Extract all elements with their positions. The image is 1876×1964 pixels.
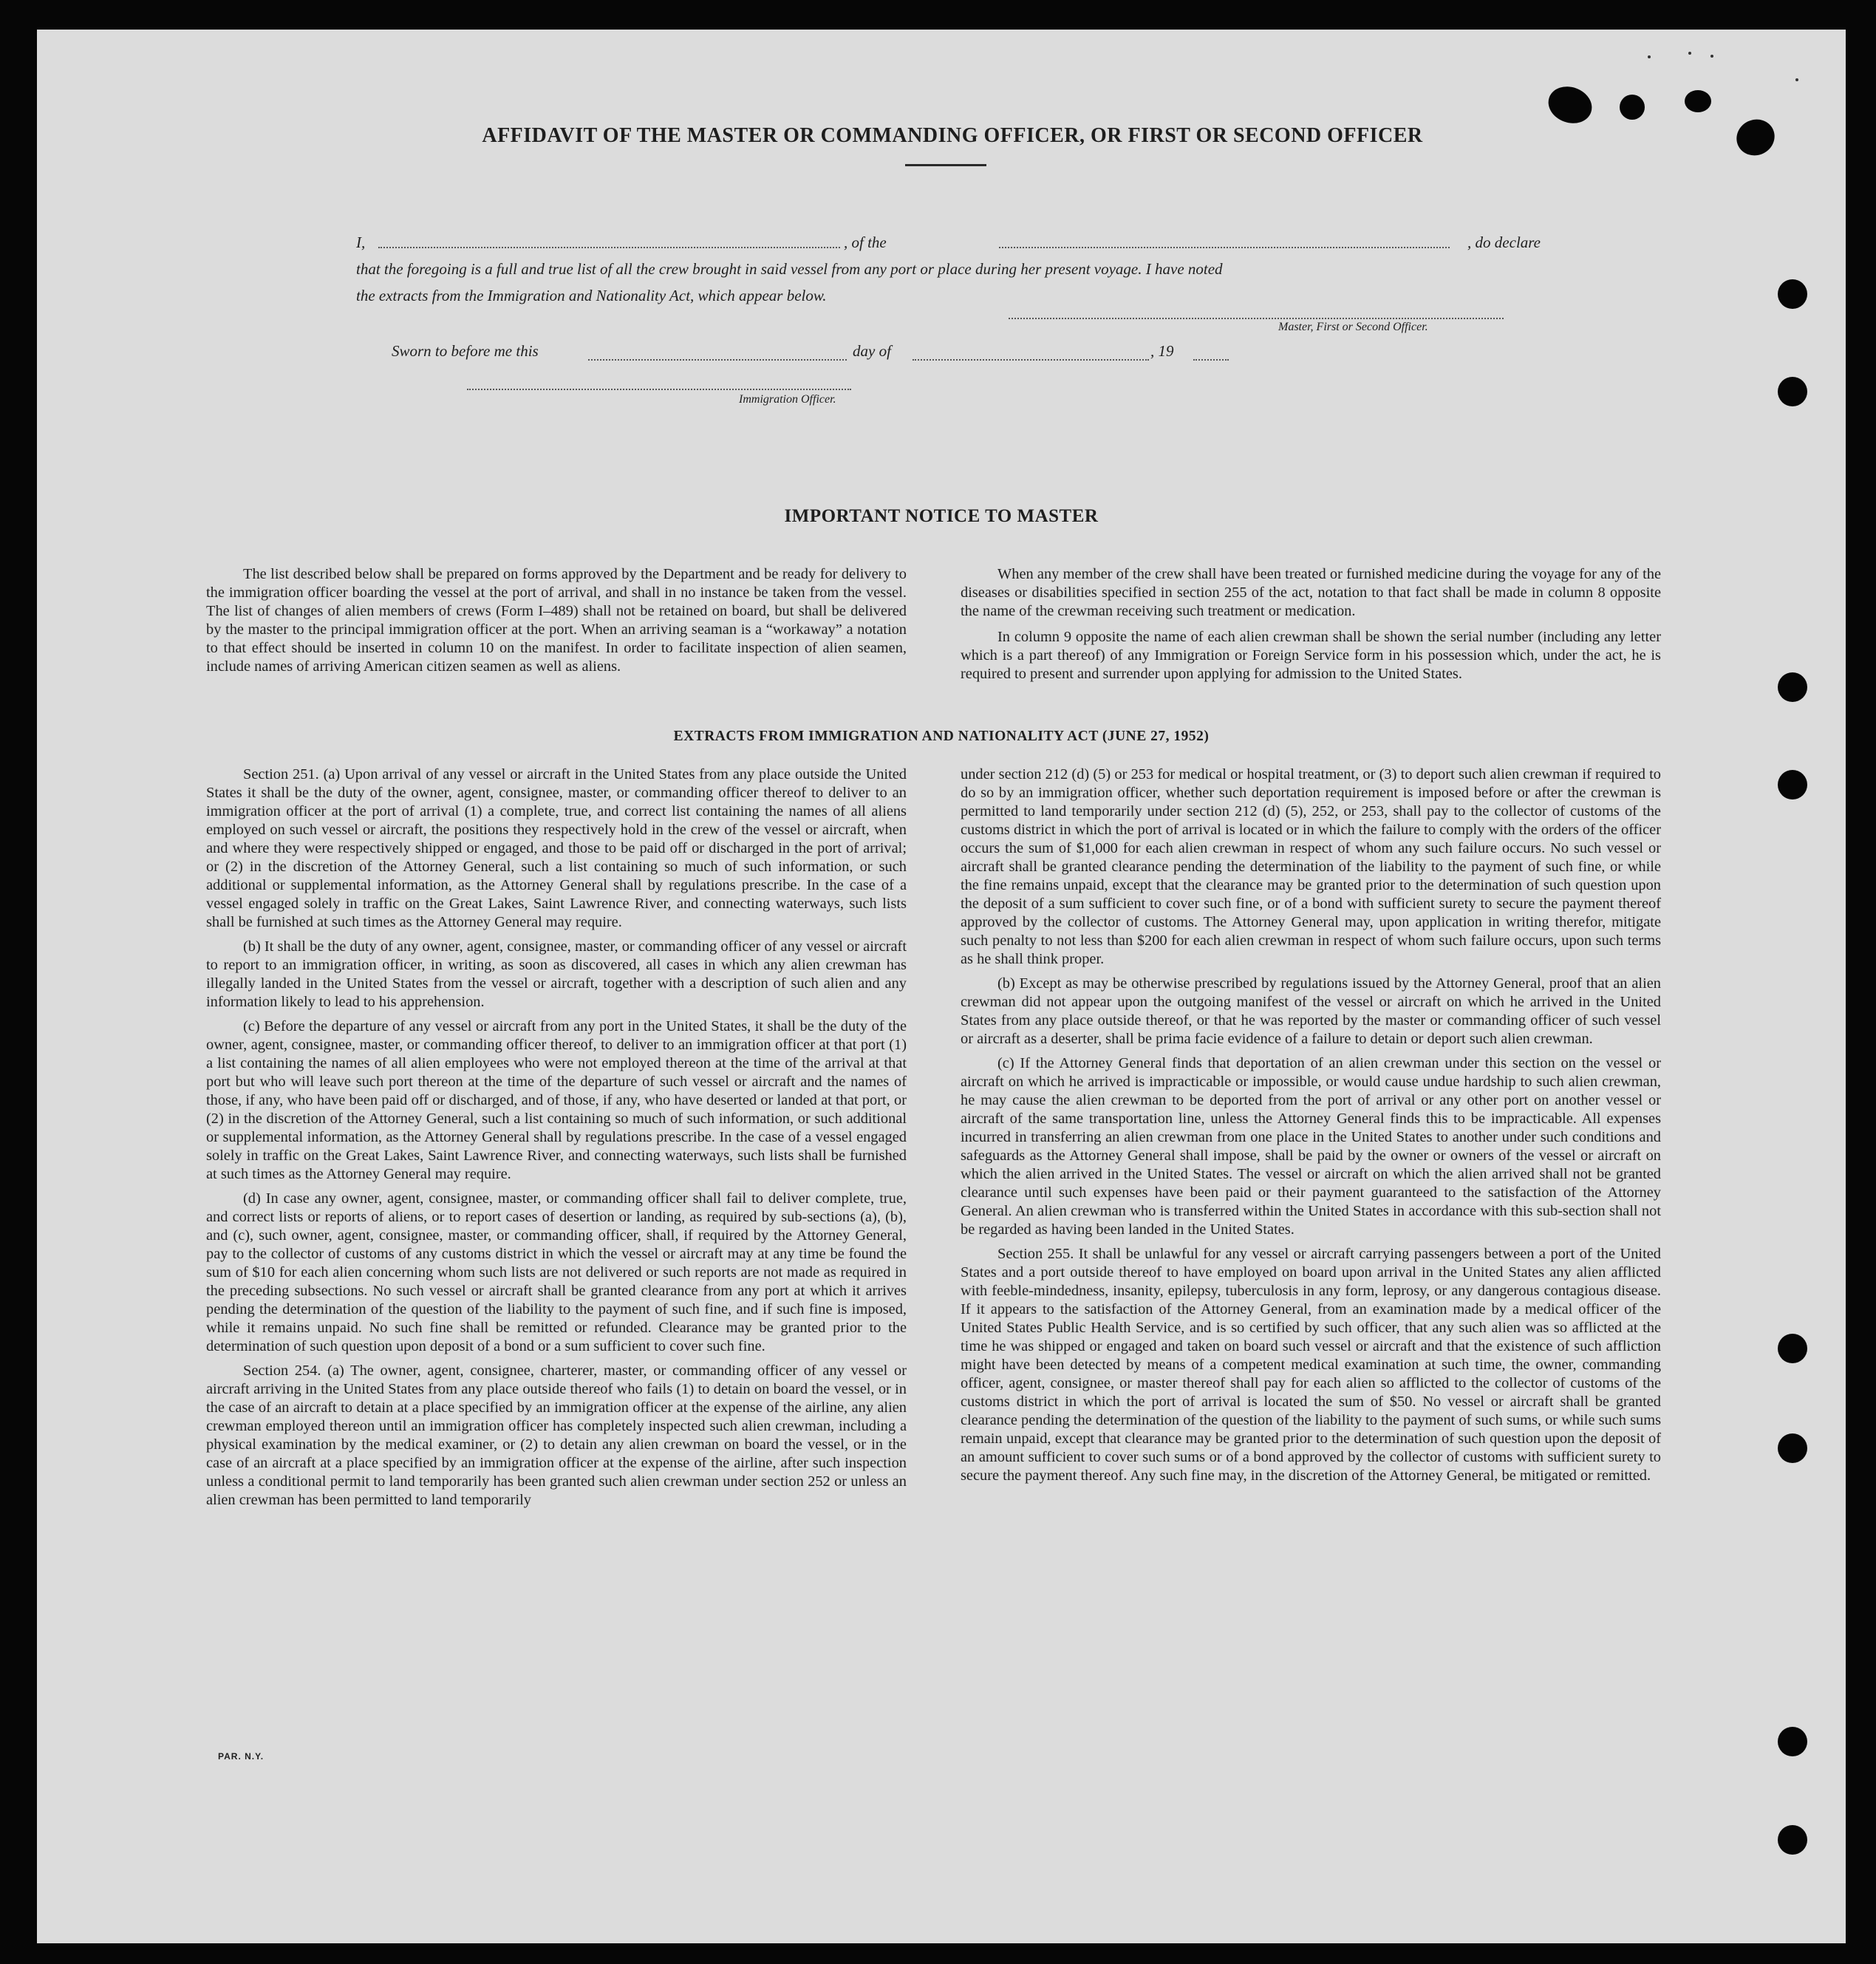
name-blank[interactable] (378, 247, 840, 248)
sworn-before-label: Sworn to before me this (392, 342, 539, 360)
binder-hole (1778, 672, 1807, 702)
printer-mark: PAR. N.Y. (218, 1751, 265, 1762)
ink-blot (1544, 81, 1597, 129)
sworn-day-blank[interactable] (588, 359, 847, 361)
year-label: , 19 (1150, 342, 1174, 360)
notice-paragraph: When any member of the crew shall have been treated or furnished medicine during the voyage for any of the diseases or disabilities specified in section 255 of the act, notation to that fact shall be made in column 8 opposite the name of the crewman receiving such treatment or medication. (961, 566, 1661, 619)
year-blank[interactable] (1193, 359, 1229, 361)
notice-title: IMPORTANT NOTICE TO MASTER (784, 506, 1099, 526)
ink-blot (1620, 95, 1645, 120)
extracts-right-column (961, 766, 1661, 1485)
section-251c: (c) Before the departure of any vessel or aircraft from any port in the United States, it shall be the duty of the owner, agent, consignee, master, or commanding officer thereof, to deliver to an immigration officer at that port (1) a list containing the names of all alien employees who were not employed thereon at the time of the arrival at that port but who will leave such port thereon at the time of the departure of such vessel or aircraft and the names of those, if any, who have been paid off or discharged, and of those, if any, who have deserted or landed at that port, or (2) in the discretion of the Attorney General, such a list containing so much of such information, or such additional or supplemental information, as the Attorney General shall by regulations prescribe. In the case of a vessel engaged solely in traffic on the Great Lakes, Saint Lawrence River, and connecting waterways, such lists shall be furnished at such times as the Attorney General may require. (206, 1018, 907, 1182)
speck (1795, 78, 1798, 81)
binder-hole (1778, 1433, 1807, 1463)
signature-caption: Master, First or Second Officer. (1278, 321, 1428, 333)
speck (1648, 55, 1651, 58)
binder-hole (1778, 279, 1807, 309)
declaration-line-3: the extracts from the Immigration and Nationality Act, which appear below. (356, 287, 827, 304)
section-254c: (c) If the Attorney General finds that deportation of an alien crewman under this section on the vessel or aircraft on which he arrived is impracticable or impossible, or would cause undue hardship to such alien crewman, he may cause the alien crewman to be deported from the port of arrival or any other port on another vessel or aircraft of the same transportation line, unless the Attorney General finds this to be impracticable. All expenses incurred in transferring an alien crewman from one place in the United States to another under such conditions and safeguards as the Attorney General shall impose, shall be paid by the owner or owners of the vessel or aircraft on which the alien arrived in the United States. The vessel or aircraft on which the alien arrived shall not be granted clearance until such expenses have been paid or their payment guaranteed to the satisfaction of the Attorney General. An alien crewman who is transferred within the United States in accordance with this sub-section shall not be regarded as having been landed in the United States. (961, 1055, 1661, 1238)
affidavit-title: AFFIDAVIT OF THE MASTER OR COMMANDING OFFICER, OR FIRST OR SECOND OFFICER (482, 124, 1423, 147)
vessel-blank[interactable] (999, 247, 1450, 248)
section-254a-continued: under section 212 (d) (5) or 253 for medical or hospital treatment, or (3) to deport such alien crewman if required to do so by an immigration officer, whether such deportation requirement is imposed before or after the crewman is permitted to land temporarily under section 212 (d) (5), 252, or 253, shall pay to the collector of customs of the customs district in which the port of arrival is located or in which the failure to comply with the orders of the officer occurs the sum of $1,000 for each alien crewman in respect of whom any such failure occurs. No such vessel or aircraft shall be granted clearance pending the determination of the liability to the payment of such fine, or while the fine remains unpaid, except that the clearance may be granted prior to the determination of such question upon the deposit of a sum sufficient to cover such fine, or of a bond with sufficient surety to secure the payment thereof approved by the collector of customs. The Attorney General may, upon application in writing therefor, mitigate such penalty to not less than $200 for each alien crewman in respect of whom such failure occurs, upon such terms as he shall think proper. (961, 766, 1661, 967)
affidavit-declaration (356, 229, 1541, 309)
binder-hole (1778, 1334, 1807, 1363)
declaration-line-2: that the foregoing is a full and true list of all the crew brought in said vessel from any port or place during her present voyage. I have noted (356, 260, 1223, 278)
speck (1688, 52, 1691, 55)
document-page (37, 30, 1846, 1943)
section-255: Section 255. It shall be unlawful for any vessel or aircraft carrying passengers between a port of the United States and a port outside thereof to have employed on board upon arrival in the United States any alien afflicted with feeble-mindedness, insanity, epilepsy, tuberculosis in any form, leprosy, or any dangerous contagious disease. If it appears to the satisfaction of the Attorney General, from an examination made by a medical officer of the United States Public Health Service, and is so certified by such officer, that any such alien was so afflicted at the time he was shipped or engaged and taken on board such vessel or aircraft and that the existence of such affliction might have been detected by means of a competent medical examination at such time, the owner, commanding officer, agent, consignee, or master thereof shall pay for each alien so afflicted to the collector of customs of the customs district in which the port of arrival is located the sum of $50. No vessel or aircraft shall be granted clearance pending the determination of the question of the liability to the payment of such sums, or while such sums remain unpaid, except that clearance may be granted prior to the determination of such question upon the deposit of an amount sufficient to cover such sums or of a bond approved by the collector of customs with sufficient surety to secure the payment thereof. Any such fine may, in the discretion of the Attorney General, be mitigated or remitted. (961, 1246, 1661, 1484)
binder-hole (1778, 1727, 1807, 1756)
officer-caption: Immigration Officer. (739, 393, 836, 406)
binder-hole (1778, 377, 1807, 406)
sworn-month-blank[interactable] (913, 359, 1149, 361)
binder-hole (1778, 1825, 1807, 1855)
notice-paragraph: The list described below shall be prepared on forms approved by the Department and be ready for delivery to the immigration officer boarding the vessel at the port of arrival, and shall in no instance be taken from the vessel. The list of changes of alien members of crews (Form I–489) shall not be retained on board, but shall be delivered by the master to the principal immigration officer at the port. When an arriving seaman is a “workaway” a notation to that effect should be inserted in column 10 on the manifest. In order to facilitate inspection of alien seamen, include names of arriving American citizen seamen as well as aliens. (206, 566, 907, 675)
day-of-label: day of (853, 342, 891, 360)
officer-signature-line[interactable] (467, 389, 851, 390)
extracts-left-column (206, 766, 907, 1510)
declaration-do-declare: , do declare (1467, 233, 1541, 251)
section-251d: (d) In case any owner, agent, consignee, master, or commanding officer shall fail to deliver complete, true, and correct lists or reports of aliens, or to report cases of desertion or landing, as required by sub-sections (a), (b), and (c), such owner, agent, consignee, master, or commanding officer, shall, if required by the Attorney General, pay to the collector of customs of any customs district in which the vessel or aircraft may at any time be found the sum of $10 for each alien concerning whom such lists are not delivered or such reports are not made as required in the preceding subsections. No such vessel or aircraft shall be granted clearance from any port at which it arrives pending the determination of the question of the liability to the payment of such fine, and if such fine is imposed, while it remains unpaid. No such fine shall be remitted or refunded. Clearance may be granted prior to the determination of such question upon deposit of a bond or a sum sufficient to cover such fine. (206, 1190, 907, 1354)
declaration-i: I, (356, 233, 366, 251)
signature-line[interactable] (1009, 318, 1504, 319)
notice-paragraph: In column 9 opposite the name of each alien crewman shall be shown the serial number (including any letter which is a part thereof) of any Immigration or Foreign Service form in his possession which, under the act, he is required to present and surrender upon applying for admission to the United States. (961, 629, 1661, 682)
ink-blot (1685, 90, 1711, 112)
extracts-title: EXTRACTS FROM IMMIGRATION AND NATIONALITY ACT (JUNE 27, 1952) (673, 729, 1210, 744)
title-divider (905, 164, 986, 166)
declaration-of-the: , of the (844, 233, 887, 251)
section-254a: Section 254. (a) The owner, agent, consignee, charterer, master, or commanding officer of any vessel or aircraft arriving in the United States from any place outside thereof who fails (1) to detain on board the vessel, or in the case of an aircraft to detain at a place specified by an immigration officer at the expense of the airline, any alien crewman employed thereon until an immigration officer has completely inspected such alien crewman, including a physical examination by the medical examiner, or (2) to detain any alien crewman on board the vessel, or in the case of an aircraft at a place specified by an immigration officer at the expense of the airline, after such inspection unless a conditional permit to land temporarily has been granted such alien crewman under section 252 or unless an alien crewman has been permitted to land temporarily (206, 1363, 907, 1508)
section-251a: Section 251. (a) Upon arrival of any vessel or aircraft in the United States from any place outside the United States it shall be the duty of the owner, agent, consignee, master, or commanding officer thereof to deliver to an immigration officer at the port of arrival (1) a complete, true, and correct list containing the names of all aliens employed on such vessel or aircraft, the positions they respectively hold in the crew of the vessel or aircraft, when and where they were respectively shipped or engaged, and those to be paid off or discharged in the port of arrival; or (2) in the discretion of the Attorney General, such a list containing so much of such information, or such additional or supplemental information, as the Attorney General shall by regulations prescribe. In the case of a vessel engaged solely in traffic on the Great Lakes, Saint Lawrence River, and connecting waterways, such lists shall be furnished at such times as the Attorney General may require. (206, 766, 907, 930)
section-254b: (b) Except as may be otherwise prescribed by regulations issued by the Attorney General, proof that an alien crewman did not appear upon the outgoing manifest of the vessel or aircraft on which he arrived in the United States from any place outside thereof, or that he was reported by the master or commanding officer of such vessel or aircraft as a deserter, shall be prima facie evidence of a failure to detain or deport such alien crewman. (961, 975, 1661, 1047)
notice-right-column (961, 565, 1661, 683)
speck (1710, 55, 1713, 58)
binder-hole (1778, 770, 1807, 799)
section-251b: (b) It shall be the duty of any owner, agent, consignee, master, or commanding officer of any vessel or aircraft to report to an immigration officer, in writing, as soon as discovered, all cases in which any alien crewman has illegally landed in the United States from the vessel or aircraft, together with a description of such alien and any information likely to lead to his apprehension. (206, 938, 907, 1010)
notice-left-column (206, 565, 907, 676)
